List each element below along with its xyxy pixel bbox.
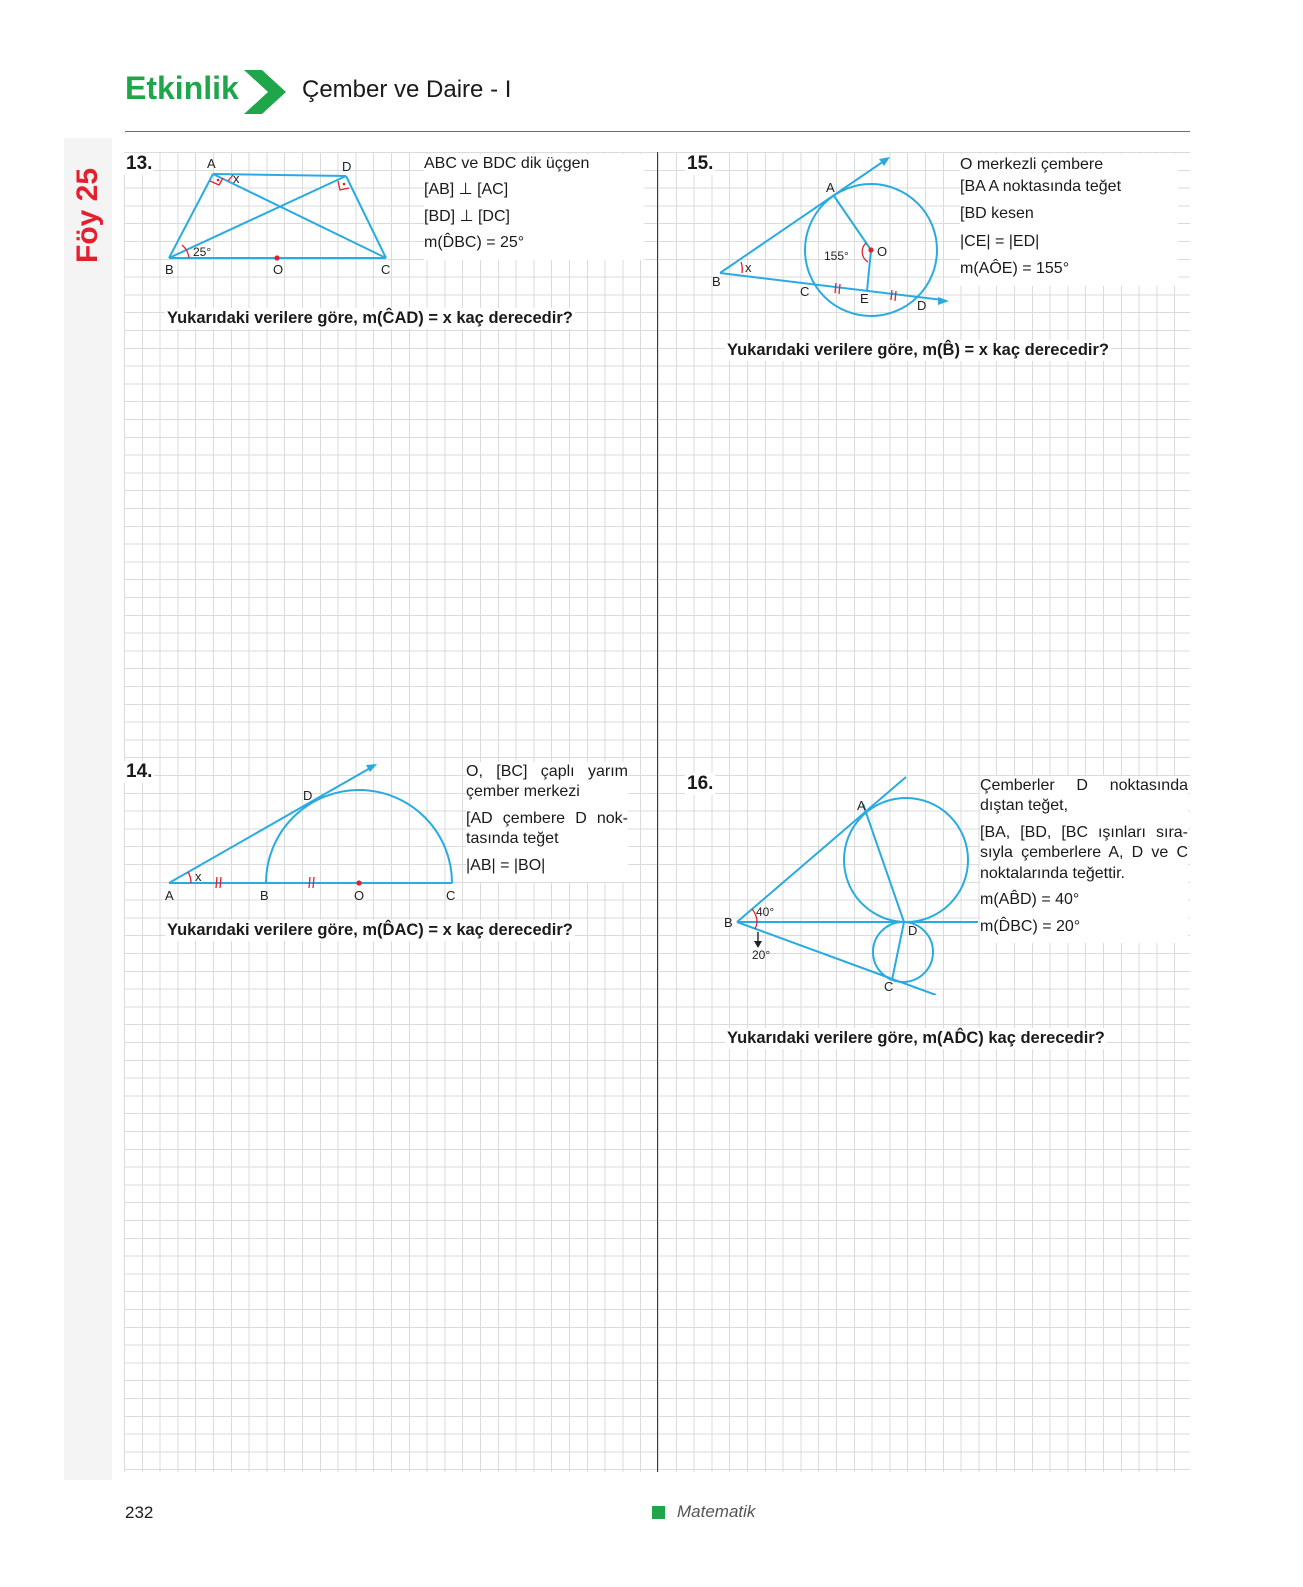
q14-given-2: [AD çembere D noktasında teğet — [466, 809, 628, 848]
q13-label-d: D — [342, 159, 352, 174]
q14-given-3: |AB| = |BO| — [466, 856, 546, 874]
q15-given-4: |CE| = |ED| — [960, 232, 1040, 250]
q13-given-2: [AB] ⊥ [AC] — [424, 181, 509, 199]
q13-label-angle: 25° — [193, 245, 212, 259]
activity-title: Etkinlik — [125, 70, 239, 106]
q14-label-b: B — [260, 888, 269, 903]
q13-label-a: A — [207, 156, 216, 171]
q16-label-b: B — [724, 915, 733, 930]
q15-label-angle: 155° — [824, 249, 849, 263]
green-chevron-icon — [244, 70, 288, 114]
q16-question: Yukarıdaki verilere göre, m(AD̂C) kaç derecedir? — [727, 1029, 1105, 1047]
side-label — [52, 155, 124, 265]
q14-question: Yukarıdaki verilere göre, m(D̂AC) = x kaç derecedir? — [167, 921, 573, 939]
q16-given-2: [BA, [BD, [BC ışınları sırasıyla çemberlere A, D ve C noktalarında teğettir. — [980, 823, 1188, 882]
q16-label-angle1: 40° — [756, 905, 775, 919]
q15-label-d: D — [917, 298, 927, 313]
q13-label-o: O — [273, 262, 284, 277]
q14-given — [466, 762, 628, 882]
column-divider — [657, 152, 658, 1472]
q16-label-d: D — [908, 923, 918, 938]
q13-label-c: C — [381, 262, 391, 277]
q15-label-e: E — [860, 291, 869, 306]
q13-given-4: m(D̂BC) = 25° — [424, 234, 525, 252]
q16-given-1: Çemberler D noktasında dıştan teğet, — [980, 777, 1188, 815]
q15-given — [960, 154, 1178, 286]
q13-given-3: [BD] ⊥ [DC] — [424, 207, 510, 225]
subject-label: Matematik — [677, 1502, 756, 1521]
q14-label-c: C — [446, 888, 456, 903]
page-number: 232 — [125, 1503, 154, 1522]
q14-given-1: O, [BC] çaplı yarım çember merkezi — [466, 763, 628, 801]
q13-label-x: x — [233, 171, 240, 186]
q16-given-3: m(AB̂D) = 40° — [980, 891, 1080, 909]
q13-given — [424, 154, 644, 260]
q13-number: 13. — [126, 153, 153, 174]
q13-given-1: ABC ve BDC dik üçgen — [424, 155, 590, 172]
q14-label-d: D — [303, 788, 313, 803]
q15-given-2: [BA A noktasında teğet — [960, 177, 1122, 195]
q15-label-x: x — [745, 260, 752, 275]
header-divider — [125, 131, 1190, 132]
q16-label-c: C — [884, 979, 894, 994]
q14-label-o: O — [354, 888, 365, 903]
q14-label-a: A — [165, 888, 174, 903]
q16-figure — [720, 770, 990, 995]
q15-label-o: O — [877, 244, 888, 259]
q16-number: 16. — [687, 773, 714, 794]
q15-label-c: C — [800, 284, 810, 299]
q16-label-a: A — [857, 798, 866, 813]
q15-question: Yukarıdaki verilere göre, m(B̂) = x kaç derecedir? — [727, 341, 1109, 359]
side-strip — [64, 138, 112, 1480]
q15-figure — [710, 152, 960, 322]
q15-label-a: A — [826, 180, 835, 195]
q16-given — [980, 776, 1188, 943]
q16-given-4: m(D̂BC) = 20° — [980, 917, 1081, 935]
q13-question: Yukarıdaki verilere göre, m(ĈAD) = x kaç derecedir? — [167, 309, 573, 327]
q13-figure — [160, 152, 400, 280]
q15-given-5: m(AÔE) = 155° — [960, 260, 1070, 278]
activity-subtitle: Çember ve Daire - I — [302, 76, 512, 103]
q13-label-b: B — [165, 262, 174, 277]
subject-square-icon — [652, 1506, 665, 1519]
q14-number: 14. — [126, 761, 153, 782]
q14-label-x: x — [195, 869, 202, 884]
q14-figure — [160, 760, 460, 905]
q15-given-1: O merkezli çembere — [960, 156, 1104, 173]
side-label-text: Föy 25 — [71, 167, 104, 263]
q16-label-angle2: 20° — [752, 948, 771, 962]
q15-label-b: B — [712, 274, 721, 289]
q15-given-3: [BD kesen — [960, 205, 1034, 223]
q15-number: 15. — [687, 153, 714, 174]
